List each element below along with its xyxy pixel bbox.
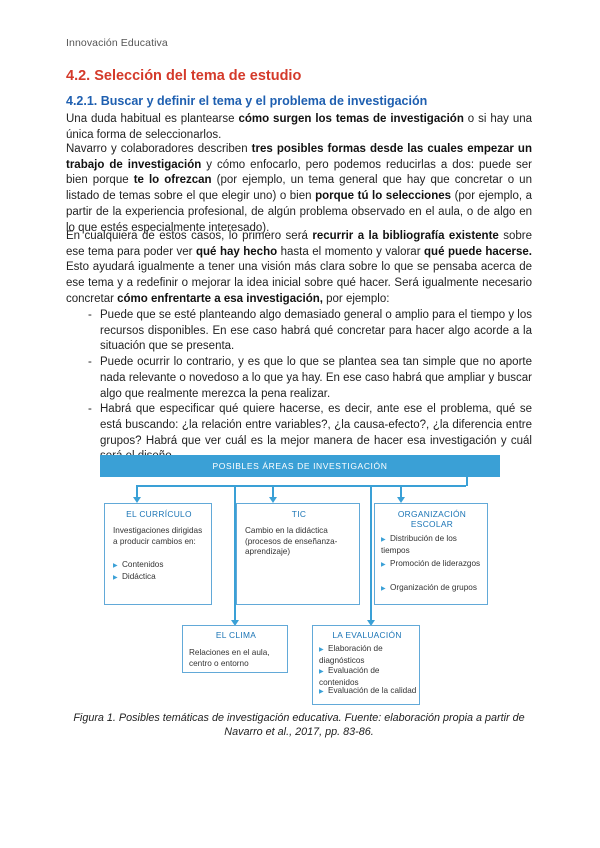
list-item: ▶ Contenidos (113, 560, 163, 572)
list-item: ▶ Promoción de liderazgos (381, 559, 485, 571)
box-text: Cambio en la didáctica (procesos de enseñanza-aprendizaje) (245, 526, 338, 556)
connector-line (466, 477, 468, 486)
paragraph-1: Una duda habitual es plantearse cómo surgen los temas de investigación o si hay una única forma de seleccionarlos. (66, 113, 533, 141)
list-item: ▶ Distribución de los tiempos (381, 534, 457, 555)
box-title: TIC (291, 509, 307, 519)
box-title: ORGANIZACIÓN (397, 509, 467, 519)
section-title: 4.2. Selección del tema de estudio (66, 68, 302, 84)
box-title: EL CURRÍCULO (126, 509, 192, 519)
triangle-bullet-icon: ▶ (319, 689, 324, 695)
connector-line (136, 485, 466, 487)
list-item: - Puede ocurrir lo contrario, y es que lo que se plantea sea tan simple que no aporte nada relevante o novedoso a lo que ya hay. En ese caso habrá que ampliar y buscar algo que realmente merezca la pena realizar. (88, 356, 532, 400)
list-item: ▶ Organización de grupos (381, 583, 485, 595)
box-tic (236, 503, 360, 605)
box-title: EL CLIMA (215, 630, 257, 640)
connector-line (370, 485, 372, 623)
triangle-bullet-icon: ▶ (113, 575, 118, 581)
list-item: - Habrá que especificar qué quiere hacerse, es decir, ante ese el problema, qué se está buscando: ¿la relación entre variables?, ¿la causa-efecto?, ¿la diferencia entre grupos? Habrá que ver cuál es la mejor manera de hacer esa investigación y cuál (88, 403, 532, 447)
list-item: ▶ Elaboración de diagnósticos (319, 644, 383, 665)
paragraph-3: En cualquiera de estos casos, lo primero será recurrir a la bibliografía existente sobre ese tema para poder ver qué hay hecho hasta el momento y valorar qué puede hacerse. Esto ayudará igualmente a tener una visión más clara sobre lo que se pensaba acerca de ese tema y a redefinir o mejorar la idea inicial sobre qué hacer. Será igualmente necesario concretar cómo enfrentarte a esa investigación, por ejemplo: (66, 230, 533, 305)
bullet-list (66, 308, 532, 465)
triangle-bullet-icon: ▶ (381, 562, 386, 568)
box-text: Relaciones en el aula, centro o entorno (189, 648, 270, 668)
diagram-title: POSIBLES ÁREAS DE INVESTIGACIÓN (100, 455, 500, 477)
box-text: Investigaciones dirigidas a producir cambios en: (113, 526, 203, 546)
subsection-title: 4.2.1. Buscar y definir el tema y el problema de investigación (66, 94, 428, 108)
figure-caption: Figura 1. Posibles temáticas de investigación educativa. Fuente: elaboración propia a partir de Navarro et al., 2017, pp. 83-86. (73, 712, 525, 738)
box-organizacion (374, 503, 488, 605)
triangle-bullet-icon: ▶ (319, 647, 324, 653)
list-item: - Puede que se esté planteando algo demasiado general o amplio para el tiempo y los recursos disponibles. En ese caso habrá qué concretar para hacer algo acorde a la situación que se presenta. (88, 309, 532, 353)
paragraph-2: Navarro y colaboradores describen tres posibles formas desde las cuales empezar un trabajo de investigación y cómo enfocarlo, pero podemos reducirlas a dos: puede ser bien porque te lo ofrezcan (por ejemplo, un tema general que hay que concretar o un listado de temas sobre el que elegir uno) o bien porque tú lo selecciones (por ejemplo, a partir de la experiencia profesional, de algún problema observado en el aula, o de algo en lo que estés especialmente interesado). (66, 143, 532, 234)
research-areas-diagram (100, 455, 500, 705)
box-title: LA EVALUACIÓN (332, 630, 402, 640)
list-item: ▶ Didáctica (113, 572, 156, 584)
triangle-bullet-icon: ▶ (319, 669, 324, 675)
box-clima (182, 625, 288, 673)
list-item: ▶ Evaluación de la calidad (319, 686, 419, 698)
running-header: Innovación Educativa (66, 37, 168, 49)
list-item: ▶ Evaluación de contenidos (319, 666, 380, 687)
triangle-bullet-icon: ▶ (113, 563, 118, 569)
triangle-bullet-icon: ▶ (381, 537, 386, 543)
box-evaluacion (312, 625, 420, 705)
box-title: ESCOLAR (410, 519, 454, 529)
triangle-bullet-icon: ▶ (381, 586, 386, 592)
box-curriculo (104, 503, 212, 605)
